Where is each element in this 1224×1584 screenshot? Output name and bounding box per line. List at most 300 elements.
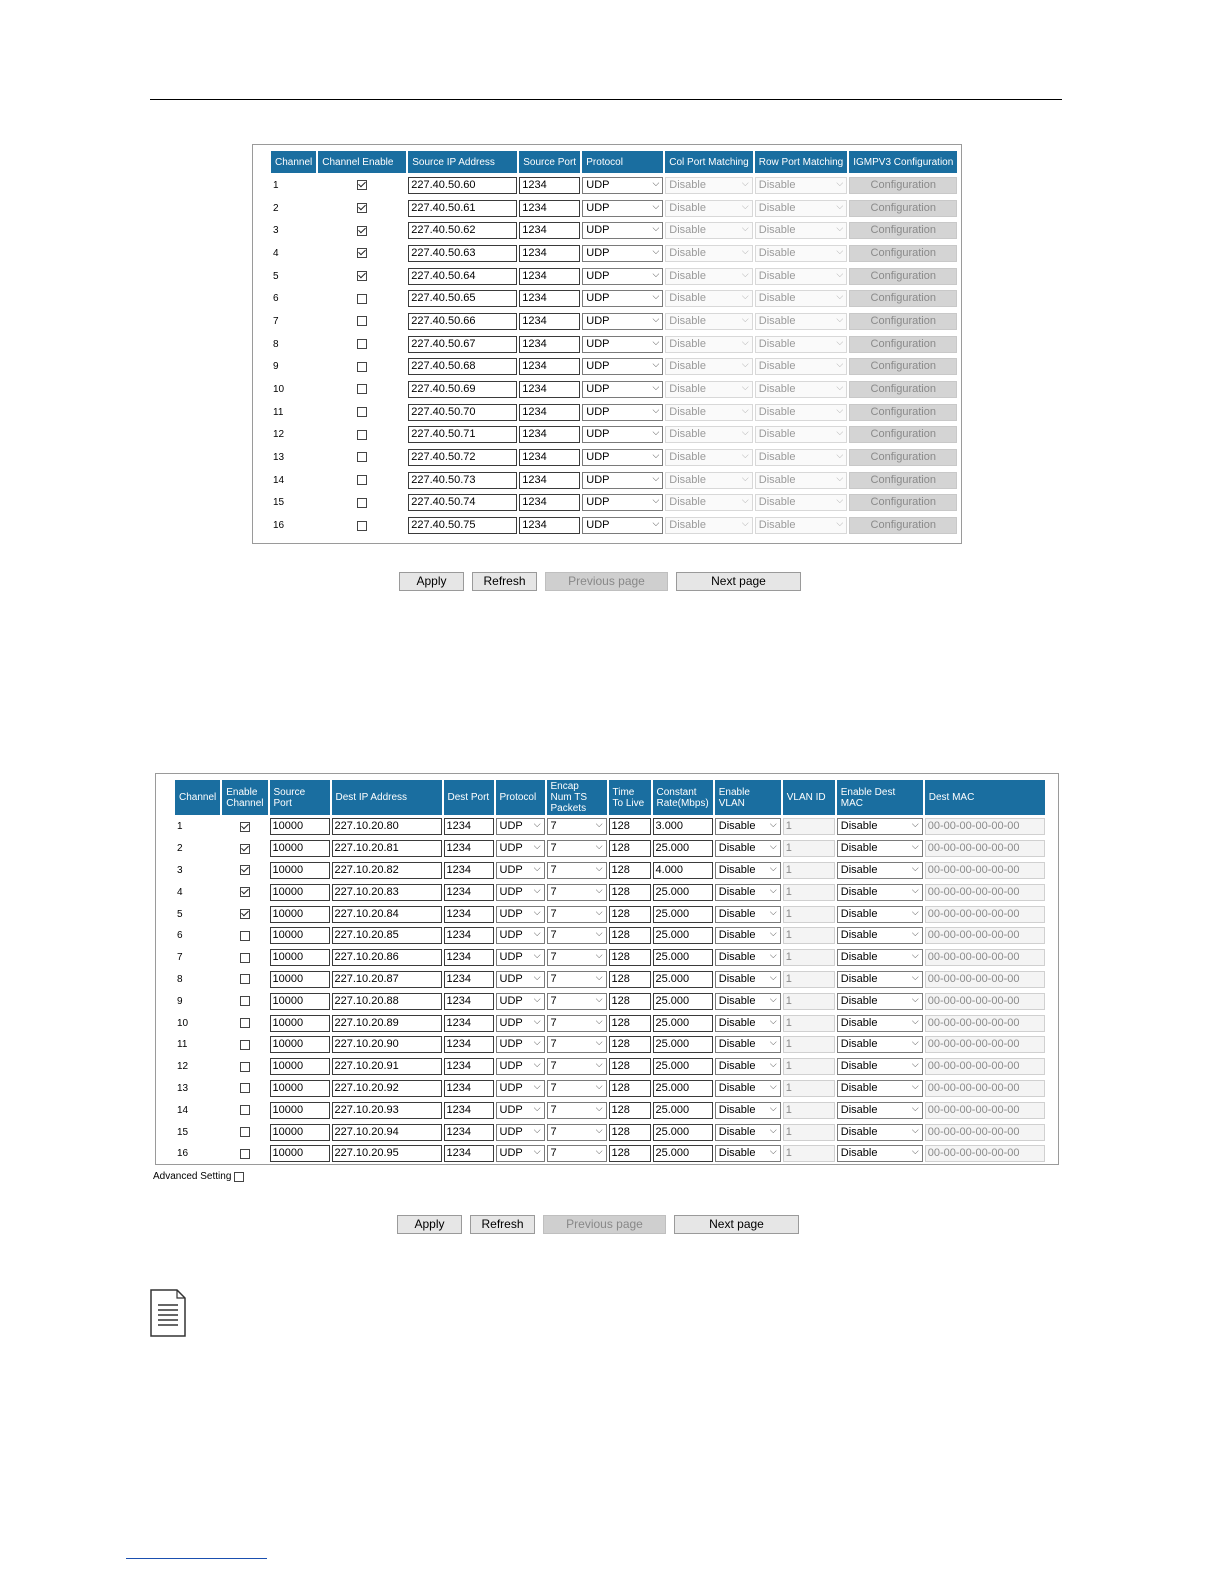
dest-mac-input[interactable]: 00-00-00-00-00-00 (925, 993, 1045, 1010)
protocol-select[interactable]: UDP ⌵ (582, 290, 663, 307)
protocol-select[interactable]: UDP ⌵ (582, 517, 663, 534)
col-port-matching-select[interactable]: Disable ⌵ (665, 336, 752, 353)
channel-enable-checkbox[interactable] (357, 452, 367, 462)
source-port-input[interactable]: 10000 (270, 949, 330, 966)
igmpv3-configuration-button[interactable]: Configuration (849, 290, 957, 307)
enable-dest-mac-select[interactable]: Disable ⌵ (837, 1124, 923, 1141)
protocol-select[interactable]: UDP ⌵ (496, 927, 545, 944)
source-ip-input[interactable]: 227.40.50.75 (408, 517, 517, 534)
ttl-input[interactable]: 128 (609, 906, 651, 923)
source-ip-input[interactable]: 227.40.50.67 (408, 336, 517, 353)
dest-mac-input[interactable]: 00-00-00-00-00-00 (925, 1036, 1045, 1053)
enable-vlan-select[interactable]: Disable ⌵ (715, 906, 781, 923)
protocol-select[interactable]: UDP ⌵ (496, 1015, 545, 1032)
source-port-input[interactable]: 1234 (519, 426, 580, 443)
protocol-select[interactable]: UDP ⌵ (496, 884, 545, 901)
protocol-select[interactable]: UDP ⌵ (496, 1058, 545, 1075)
channel-enable-checkbox[interactable] (357, 498, 367, 508)
igmpv3-configuration-button[interactable]: Configuration (849, 381, 957, 398)
protocol-select[interactable]: UDP ⌵ (496, 1036, 545, 1053)
encap-num-select[interactable]: 7 ⌵ (547, 1036, 607, 1053)
ttl-input[interactable]: 128 (609, 1080, 651, 1097)
dest-ip-input[interactable]: 227.10.20.80 (332, 818, 442, 835)
row-port-matching-select[interactable]: Disable ⌵ (755, 449, 847, 466)
enable-vlan-select[interactable]: Disable ⌵ (715, 1145, 781, 1162)
source-port-input[interactable]: 1234 (519, 177, 580, 194)
source-port-input[interactable]: 10000 (270, 927, 330, 944)
source-ip-input[interactable]: 227.40.50.61 (408, 200, 517, 217)
previous-page-button[interactable]: Previous page (545, 572, 668, 591)
source-port-input[interactable]: 1234 (519, 222, 580, 239)
encap-num-select[interactable]: 7 ⌵ (547, 1102, 607, 1119)
dest-ip-input[interactable]: 227.10.20.90 (332, 1036, 442, 1053)
col-port-matching-select[interactable]: Disable ⌵ (665, 245, 752, 262)
vlan-id-input[interactable]: 1 (783, 949, 835, 966)
igmpv3-configuration-button[interactable]: Configuration (849, 336, 957, 353)
dest-mac-input[interactable]: 00-00-00-00-00-00 (925, 1102, 1045, 1119)
enable-dest-mac-select[interactable]: Disable ⌵ (837, 884, 923, 901)
ttl-input[interactable]: 128 (609, 1015, 651, 1032)
enable-dest-mac-select[interactable]: Disable ⌵ (837, 1102, 923, 1119)
enable-dest-mac-select[interactable]: Disable ⌵ (837, 1015, 923, 1032)
encap-num-select[interactable]: 7 ⌵ (547, 906, 607, 923)
enable-dest-mac-select[interactable]: Disable ⌵ (837, 840, 923, 857)
protocol-select[interactable]: UDP ⌵ (582, 336, 663, 353)
igmpv3-configuration-button[interactable]: Configuration (849, 517, 957, 534)
constant-rate-input[interactable]: 25.000 (653, 1102, 713, 1119)
col-port-matching-select[interactable]: Disable ⌵ (665, 517, 752, 534)
igmpv3-configuration-button[interactable]: Configuration (849, 449, 957, 466)
source-port-input[interactable]: 10000 (270, 862, 330, 879)
ttl-input[interactable]: 128 (609, 1036, 651, 1053)
enable-vlan-select[interactable]: Disable ⌵ (715, 993, 781, 1010)
protocol-select[interactable]: UDP ⌵ (496, 1145, 545, 1162)
enable-channel-checkbox[interactable] (240, 1083, 250, 1093)
enable-vlan-select[interactable]: Disable ⌵ (715, 840, 781, 857)
source-ip-input[interactable]: 227.40.50.72 (408, 449, 517, 466)
constant-rate-input[interactable]: 25.000 (653, 1036, 713, 1053)
igmpv3-configuration-button[interactable]: Configuration (849, 268, 957, 285)
refresh-button[interactable]: Refresh (470, 1215, 535, 1234)
constant-rate-input[interactable]: 25.000 (653, 1145, 713, 1162)
protocol-select[interactable]: UDP ⌵ (582, 358, 663, 375)
dest-port-input[interactable]: 1234 (444, 1036, 494, 1053)
dest-port-input[interactable]: 1234 (444, 840, 494, 857)
igmpv3-configuration-button[interactable]: Configuration (849, 404, 957, 421)
dest-ip-input[interactable]: 227.10.20.91 (332, 1058, 442, 1075)
dest-port-input[interactable]: 1234 (444, 993, 494, 1010)
dest-ip-input[interactable]: 227.10.20.89 (332, 1015, 442, 1032)
channel-enable-checkbox[interactable] (357, 384, 367, 394)
vlan-id-input[interactable]: 1 (783, 971, 835, 988)
row-port-matching-select[interactable]: Disable ⌵ (755, 268, 847, 285)
protocol-select[interactable]: UDP ⌵ (496, 1080, 545, 1097)
source-port-input[interactable]: 10000 (270, 993, 330, 1010)
protocol-select[interactable]: UDP ⌵ (582, 449, 663, 466)
row-port-matching-select[interactable]: Disable ⌵ (755, 517, 847, 534)
ttl-input[interactable]: 128 (609, 862, 651, 879)
dest-port-input[interactable]: 1234 (444, 1015, 494, 1032)
source-ip-input[interactable]: 227.40.50.66 (408, 313, 517, 330)
constant-rate-input[interactable]: 25.000 (653, 840, 713, 857)
source-ip-input[interactable]: 227.40.50.69 (408, 381, 517, 398)
source-port-input[interactable]: 10000 (270, 1124, 330, 1141)
source-port-input[interactable]: 10000 (270, 1102, 330, 1119)
protocol-select[interactable]: UDP ⌵ (582, 200, 663, 217)
channel-enable-checkbox[interactable] (357, 362, 367, 372)
constant-rate-input[interactable]: 25.000 (653, 1058, 713, 1075)
encap-num-select[interactable]: 7 ⌵ (547, 840, 607, 857)
igmpv3-configuration-button[interactable]: Configuration (849, 313, 957, 330)
dest-port-input[interactable]: 1234 (444, 818, 494, 835)
vlan-id-input[interactable]: 1 (783, 927, 835, 944)
row-port-matching-select[interactable]: Disable ⌵ (755, 313, 847, 330)
encap-num-select[interactable]: 7 ⌵ (547, 818, 607, 835)
ttl-input[interactable]: 128 (609, 971, 651, 988)
row-port-matching-select[interactable]: Disable ⌵ (755, 426, 847, 443)
enable-channel-checkbox[interactable] (240, 953, 250, 963)
dest-port-input[interactable]: 1234 (444, 971, 494, 988)
enable-channel-checkbox[interactable] (240, 1062, 250, 1072)
channel-enable-checkbox[interactable] (357, 430, 367, 440)
ttl-input[interactable]: 128 (609, 884, 651, 901)
col-port-matching-select[interactable]: Disable ⌵ (665, 472, 752, 489)
protocol-select[interactable]: UDP ⌵ (582, 404, 663, 421)
ttl-input[interactable]: 128 (609, 1145, 651, 1162)
source-port-input[interactable]: 1234 (519, 358, 580, 375)
dest-ip-input[interactable]: 227.10.20.93 (332, 1102, 442, 1119)
enable-channel-checkbox[interactable] (240, 996, 250, 1006)
source-ip-input[interactable]: 227.40.50.68 (408, 358, 517, 375)
enable-vlan-select[interactable]: Disable ⌵ (715, 862, 781, 879)
ttl-input[interactable]: 128 (609, 1102, 651, 1119)
row-port-matching-select[interactable]: Disable ⌵ (755, 290, 847, 307)
col-port-matching-select[interactable]: Disable ⌵ (665, 290, 752, 307)
channel-enable-checkbox[interactable] (357, 203, 367, 213)
dest-port-input[interactable]: 1234 (444, 949, 494, 966)
igmpv3-configuration-button[interactable]: Configuration (849, 245, 957, 262)
protocol-select[interactable]: UDP ⌵ (496, 862, 545, 879)
protocol-select[interactable]: UDP ⌵ (582, 472, 663, 489)
dest-ip-input[interactable]: 227.10.20.95 (332, 1145, 442, 1162)
enable-dest-mac-select[interactable]: Disable ⌵ (837, 818, 923, 835)
enable-channel-checkbox[interactable] (240, 865, 250, 875)
dest-mac-input[interactable]: 00-00-00-00-00-00 (925, 862, 1045, 879)
apply-button[interactable]: Apply (397, 1215, 462, 1234)
enable-channel-checkbox[interactable] (240, 1018, 250, 1028)
protocol-select[interactable]: UDP ⌵ (582, 245, 663, 262)
vlan-id-input[interactable]: 1 (783, 993, 835, 1010)
protocol-select[interactable]: UDP ⌵ (582, 494, 663, 511)
channel-enable-checkbox[interactable] (357, 316, 367, 326)
dest-ip-input[interactable]: 227.10.20.82 (332, 862, 442, 879)
source-port-input[interactable]: 1234 (519, 336, 580, 353)
source-ip-input[interactable]: 227.40.50.63 (408, 245, 517, 262)
ttl-input[interactable]: 128 (609, 818, 651, 835)
source-ip-input[interactable]: 227.40.50.74 (408, 494, 517, 511)
col-port-matching-select[interactable]: Disable ⌵ (665, 404, 752, 421)
encap-num-select[interactable]: 7 ⌵ (547, 862, 607, 879)
row-port-matching-select[interactable]: Disable ⌵ (755, 336, 847, 353)
dest-mac-input[interactable]: 00-00-00-00-00-00 (925, 927, 1045, 944)
channel-enable-checkbox[interactable] (357, 248, 367, 258)
source-port-input[interactable]: 10000 (270, 1080, 330, 1097)
row-port-matching-select[interactable]: Disable ⌵ (755, 245, 847, 262)
channel-enable-checkbox[interactable] (357, 226, 367, 236)
vlan-id-input[interactable]: 1 (783, 862, 835, 879)
source-port-input[interactable]: 1234 (519, 404, 580, 421)
protocol-select[interactable]: UDP ⌵ (582, 426, 663, 443)
source-port-input[interactable]: 10000 (270, 818, 330, 835)
previous-page-button[interactable]: Previous page (543, 1215, 666, 1234)
ttl-input[interactable]: 128 (609, 840, 651, 857)
constant-rate-input[interactable]: 25.000 (653, 949, 713, 966)
channel-enable-checkbox[interactable] (357, 294, 367, 304)
col-port-matching-select[interactable]: Disable ⌵ (665, 426, 752, 443)
protocol-select[interactable]: UDP ⌵ (496, 1124, 545, 1141)
encap-num-select[interactable]: 7 ⌵ (547, 1058, 607, 1075)
ttl-input[interactable]: 128 (609, 1058, 651, 1075)
enable-vlan-select[interactable]: Disable ⌵ (715, 1058, 781, 1075)
dest-port-input[interactable]: 1234 (444, 884, 494, 901)
encap-num-select[interactable]: 7 ⌵ (547, 927, 607, 944)
enable-channel-checkbox[interactable] (240, 822, 250, 832)
protocol-select[interactable]: UDP ⌵ (582, 268, 663, 285)
ttl-input[interactable]: 128 (609, 927, 651, 944)
channel-enable-checkbox[interactable] (357, 407, 367, 417)
dest-mac-input[interactable]: 00-00-00-00-00-00 (925, 1080, 1045, 1097)
enable-channel-checkbox[interactable] (240, 1149, 250, 1159)
enable-channel-checkbox[interactable] (240, 1040, 250, 1050)
dest-mac-input[interactable]: 00-00-00-00-00-00 (925, 840, 1045, 857)
igmpv3-configuration-button[interactable]: Configuration (849, 358, 957, 375)
protocol-select[interactable]: UDP ⌵ (496, 840, 545, 857)
igmpv3-configuration-button[interactable]: Configuration (849, 494, 957, 511)
ttl-input[interactable]: 128 (609, 993, 651, 1010)
source-ip-input[interactable]: 227.40.50.64 (408, 268, 517, 285)
refresh-button[interactable]: Refresh (472, 572, 537, 591)
row-port-matching-select[interactable]: Disable ⌵ (755, 494, 847, 511)
row-port-matching-select[interactable]: Disable ⌵ (755, 404, 847, 421)
col-port-matching-select[interactable]: Disable ⌵ (665, 313, 752, 330)
constant-rate-input[interactable]: 25.000 (653, 927, 713, 944)
vlan-id-input[interactable]: 1 (783, 1058, 835, 1075)
advanced-setting-checkbox[interactable] (234, 1172, 244, 1182)
enable-vlan-select[interactable]: Disable ⌵ (715, 1102, 781, 1119)
igmpv3-configuration-button[interactable]: Configuration (849, 222, 957, 239)
encap-num-select[interactable]: 7 ⌵ (547, 1145, 607, 1162)
row-port-matching-select[interactable]: Disable ⌵ (755, 358, 847, 375)
enable-dest-mac-select[interactable]: Disable ⌵ (837, 862, 923, 879)
enable-dest-mac-select[interactable]: Disable ⌵ (837, 993, 923, 1010)
protocol-select[interactable]: UDP ⌵ (496, 971, 545, 988)
protocol-select[interactable]: UDP ⌵ (582, 381, 663, 398)
source-port-input[interactable]: 10000 (270, 1058, 330, 1075)
enable-vlan-select[interactable]: Disable ⌵ (715, 1124, 781, 1141)
col-port-matching-select[interactable]: Disable ⌵ (665, 381, 752, 398)
protocol-select[interactable]: UDP ⌵ (496, 906, 545, 923)
igmpv3-configuration-button[interactable]: Configuration (849, 200, 957, 217)
constant-rate-input[interactable]: 25.000 (653, 884, 713, 901)
enable-dest-mac-select[interactable]: Disable ⌵ (837, 949, 923, 966)
dest-port-input[interactable]: 1234 (444, 1145, 494, 1162)
source-port-input[interactable]: 1234 (519, 200, 580, 217)
dest-ip-input[interactable]: 227.10.20.81 (332, 840, 442, 857)
vlan-id-input[interactable]: 1 (783, 1145, 835, 1162)
encap-num-select[interactable]: 7 ⌵ (547, 1124, 607, 1141)
source-port-input[interactable]: 1234 (519, 494, 580, 511)
source-port-input[interactable]: 10000 (270, 1145, 330, 1162)
dest-mac-input[interactable]: 00-00-00-00-00-00 (925, 949, 1045, 966)
dest-port-input[interactable]: 1234 (444, 927, 494, 944)
enable-channel-checkbox[interactable] (240, 844, 250, 854)
constant-rate-input[interactable]: 25.000 (653, 1124, 713, 1141)
dest-mac-input[interactable]: 00-00-00-00-00-00 (925, 906, 1045, 923)
vlan-id-input[interactable]: 1 (783, 818, 835, 835)
enable-vlan-select[interactable]: Disable ⌵ (715, 1015, 781, 1032)
source-port-input[interactable]: 1234 (519, 268, 580, 285)
source-port-input[interactable]: 10000 (270, 1036, 330, 1053)
constant-rate-input[interactable]: 3.000 (653, 818, 713, 835)
vlan-id-input[interactable]: 1 (783, 906, 835, 923)
vlan-id-input[interactable]: 1 (783, 1102, 835, 1119)
constant-rate-input[interactable]: 25.000 (653, 993, 713, 1010)
enable-vlan-select[interactable]: Disable ⌵ (715, 1080, 781, 1097)
dest-ip-input[interactable]: 227.10.20.85 (332, 927, 442, 944)
source-port-input[interactable]: 10000 (270, 1015, 330, 1032)
row-port-matching-select[interactable]: Disable ⌵ (755, 200, 847, 217)
dest-mac-input[interactable]: 00-00-00-00-00-00 (925, 884, 1045, 901)
enable-dest-mac-select[interactable]: Disable ⌵ (837, 1036, 923, 1053)
enable-dest-mac-select[interactable]: Disable ⌵ (837, 971, 923, 988)
enable-channel-checkbox[interactable] (240, 887, 250, 897)
constant-rate-input[interactable]: 25.000 (653, 1080, 713, 1097)
ttl-input[interactable]: 128 (609, 949, 651, 966)
encap-num-select[interactable]: 7 ⌵ (547, 1015, 607, 1032)
enable-dest-mac-select[interactable]: Disable ⌵ (837, 1145, 923, 1162)
enable-vlan-select[interactable]: Disable ⌵ (715, 884, 781, 901)
dest-mac-input[interactable]: 00-00-00-00-00-00 (925, 1145, 1045, 1162)
enable-dest-mac-select[interactable]: Disable ⌵ (837, 927, 923, 944)
dest-mac-input[interactable]: 00-00-00-00-00-00 (925, 1124, 1045, 1141)
dest-ip-input[interactable]: 227.10.20.94 (332, 1124, 442, 1141)
protocol-select[interactable]: UDP ⌵ (582, 177, 663, 194)
col-port-matching-select[interactable]: Disable ⌵ (665, 200, 752, 217)
dest-port-input[interactable]: 1234 (444, 906, 494, 923)
enable-channel-checkbox[interactable] (240, 1105, 250, 1115)
dest-port-input[interactable]: 1234 (444, 1080, 494, 1097)
vlan-id-input[interactable]: 1 (783, 840, 835, 857)
dest-mac-input[interactable]: 00-00-00-00-00-00 (925, 1058, 1045, 1075)
col-port-matching-select[interactable]: Disable ⌵ (665, 358, 752, 375)
source-ip-input[interactable]: 227.40.50.60 (408, 177, 517, 194)
row-port-matching-select[interactable]: Disable ⌵ (755, 177, 847, 194)
encap-num-select[interactable]: 7 ⌵ (547, 1080, 607, 1097)
next-page-button[interactable]: Next page (674, 1215, 799, 1234)
enable-channel-checkbox[interactable] (240, 974, 250, 984)
enable-vlan-select[interactable]: Disable ⌵ (715, 949, 781, 966)
source-ip-input[interactable]: 227.40.50.70 (408, 404, 517, 421)
vlan-id-input[interactable]: 1 (783, 1124, 835, 1141)
col-port-matching-select[interactable]: Disable ⌵ (665, 268, 752, 285)
dest-ip-input[interactable]: 227.10.20.86 (332, 949, 442, 966)
source-port-input[interactable]: 10000 (270, 971, 330, 988)
enable-dest-mac-select[interactable]: Disable ⌵ (837, 1058, 923, 1075)
vlan-id-input[interactable]: 1 (783, 1036, 835, 1053)
dest-ip-input[interactable]: 227.10.20.83 (332, 884, 442, 901)
constant-rate-input[interactable]: 25.000 (653, 971, 713, 988)
constant-rate-input[interactable]: 25.000 (653, 906, 713, 923)
igmpv3-configuration-button[interactable]: Configuration (849, 177, 957, 194)
dest-ip-input[interactable]: 227.10.20.87 (332, 971, 442, 988)
channel-enable-checkbox[interactable] (357, 271, 367, 281)
col-port-matching-select[interactable]: Disable ⌵ (665, 177, 752, 194)
col-port-matching-select[interactable]: Disable ⌵ (665, 222, 752, 239)
enable-vlan-select[interactable]: Disable ⌵ (715, 1036, 781, 1053)
source-port-input[interactable]: 10000 (270, 884, 330, 901)
source-port-input[interactable]: 1234 (519, 245, 580, 262)
source-port-input[interactable]: 10000 (270, 906, 330, 923)
igmpv3-configuration-button[interactable]: Configuration (849, 426, 957, 443)
encap-num-select[interactable]: 7 ⌵ (547, 884, 607, 901)
source-port-input[interactable]: 1234 (519, 472, 580, 489)
source-port-input[interactable]: 1234 (519, 517, 580, 534)
constant-rate-input[interactable]: 25.000 (653, 1015, 713, 1032)
dest-ip-input[interactable]: 227.10.20.88 (332, 993, 442, 1010)
dest-ip-input[interactable]: 227.10.20.84 (332, 906, 442, 923)
col-port-matching-select[interactable]: Disable ⌵ (665, 494, 752, 511)
source-port-input[interactable]: 1234 (519, 313, 580, 330)
dest-mac-input[interactable]: 00-00-00-00-00-00 (925, 818, 1045, 835)
enable-vlan-select[interactable]: Disable ⌵ (715, 927, 781, 944)
channel-enable-checkbox[interactable] (357, 339, 367, 349)
encap-num-select[interactable]: 7 ⌵ (547, 993, 607, 1010)
vlan-id-input[interactable]: 1 (783, 1015, 835, 1032)
source-port-input[interactable]: 1234 (519, 449, 580, 466)
source-port-input[interactable]: 10000 (270, 840, 330, 857)
channel-enable-checkbox[interactable] (357, 521, 367, 531)
dest-port-input[interactable]: 1234 (444, 1102, 494, 1119)
apply-button[interactable]: Apply (399, 572, 464, 591)
enable-channel-checkbox[interactable] (240, 1127, 250, 1137)
source-port-input[interactable]: 1234 (519, 381, 580, 398)
constant-rate-input[interactable]: 4.000 (653, 862, 713, 879)
dest-mac-input[interactable]: 00-00-00-00-00-00 (925, 1015, 1045, 1032)
channel-enable-checkbox[interactable] (357, 180, 367, 190)
enable-channel-checkbox[interactable] (240, 931, 250, 941)
encap-num-select[interactable]: 7 ⌵ (547, 949, 607, 966)
enable-vlan-select[interactable]: Disable ⌵ (715, 818, 781, 835)
protocol-select[interactable]: UDP ⌵ (496, 1102, 545, 1119)
igmpv3-configuration-button[interactable]: Configuration (849, 472, 957, 489)
protocol-select[interactable]: UDP ⌵ (496, 818, 545, 835)
row-port-matching-select[interactable]: Disable ⌵ (755, 472, 847, 489)
ttl-input[interactable]: 128 (609, 1124, 651, 1141)
dest-port-input[interactable]: 1234 (444, 1124, 494, 1141)
protocol-select[interactable]: UDP ⌵ (582, 222, 663, 239)
protocol-select[interactable]: UDP ⌵ (496, 993, 545, 1010)
protocol-select[interactable]: UDP ⌵ (496, 949, 545, 966)
enable-vlan-select[interactable]: Disable ⌵ (715, 971, 781, 988)
dest-port-input[interactable]: 1234 (444, 862, 494, 879)
channel-enable-checkbox[interactable] (357, 475, 367, 485)
vlan-id-input[interactable]: 1 (783, 1080, 835, 1097)
source-port-input[interactable]: 1234 (519, 290, 580, 307)
col-port-matching-select[interactable]: Disable ⌵ (665, 449, 752, 466)
row-port-matching-select[interactable]: Disable ⌵ (755, 381, 847, 398)
dest-mac-input[interactable]: 00-00-00-00-00-00 (925, 971, 1045, 988)
source-ip-input[interactable]: 227.40.50.73 (408, 472, 517, 489)
